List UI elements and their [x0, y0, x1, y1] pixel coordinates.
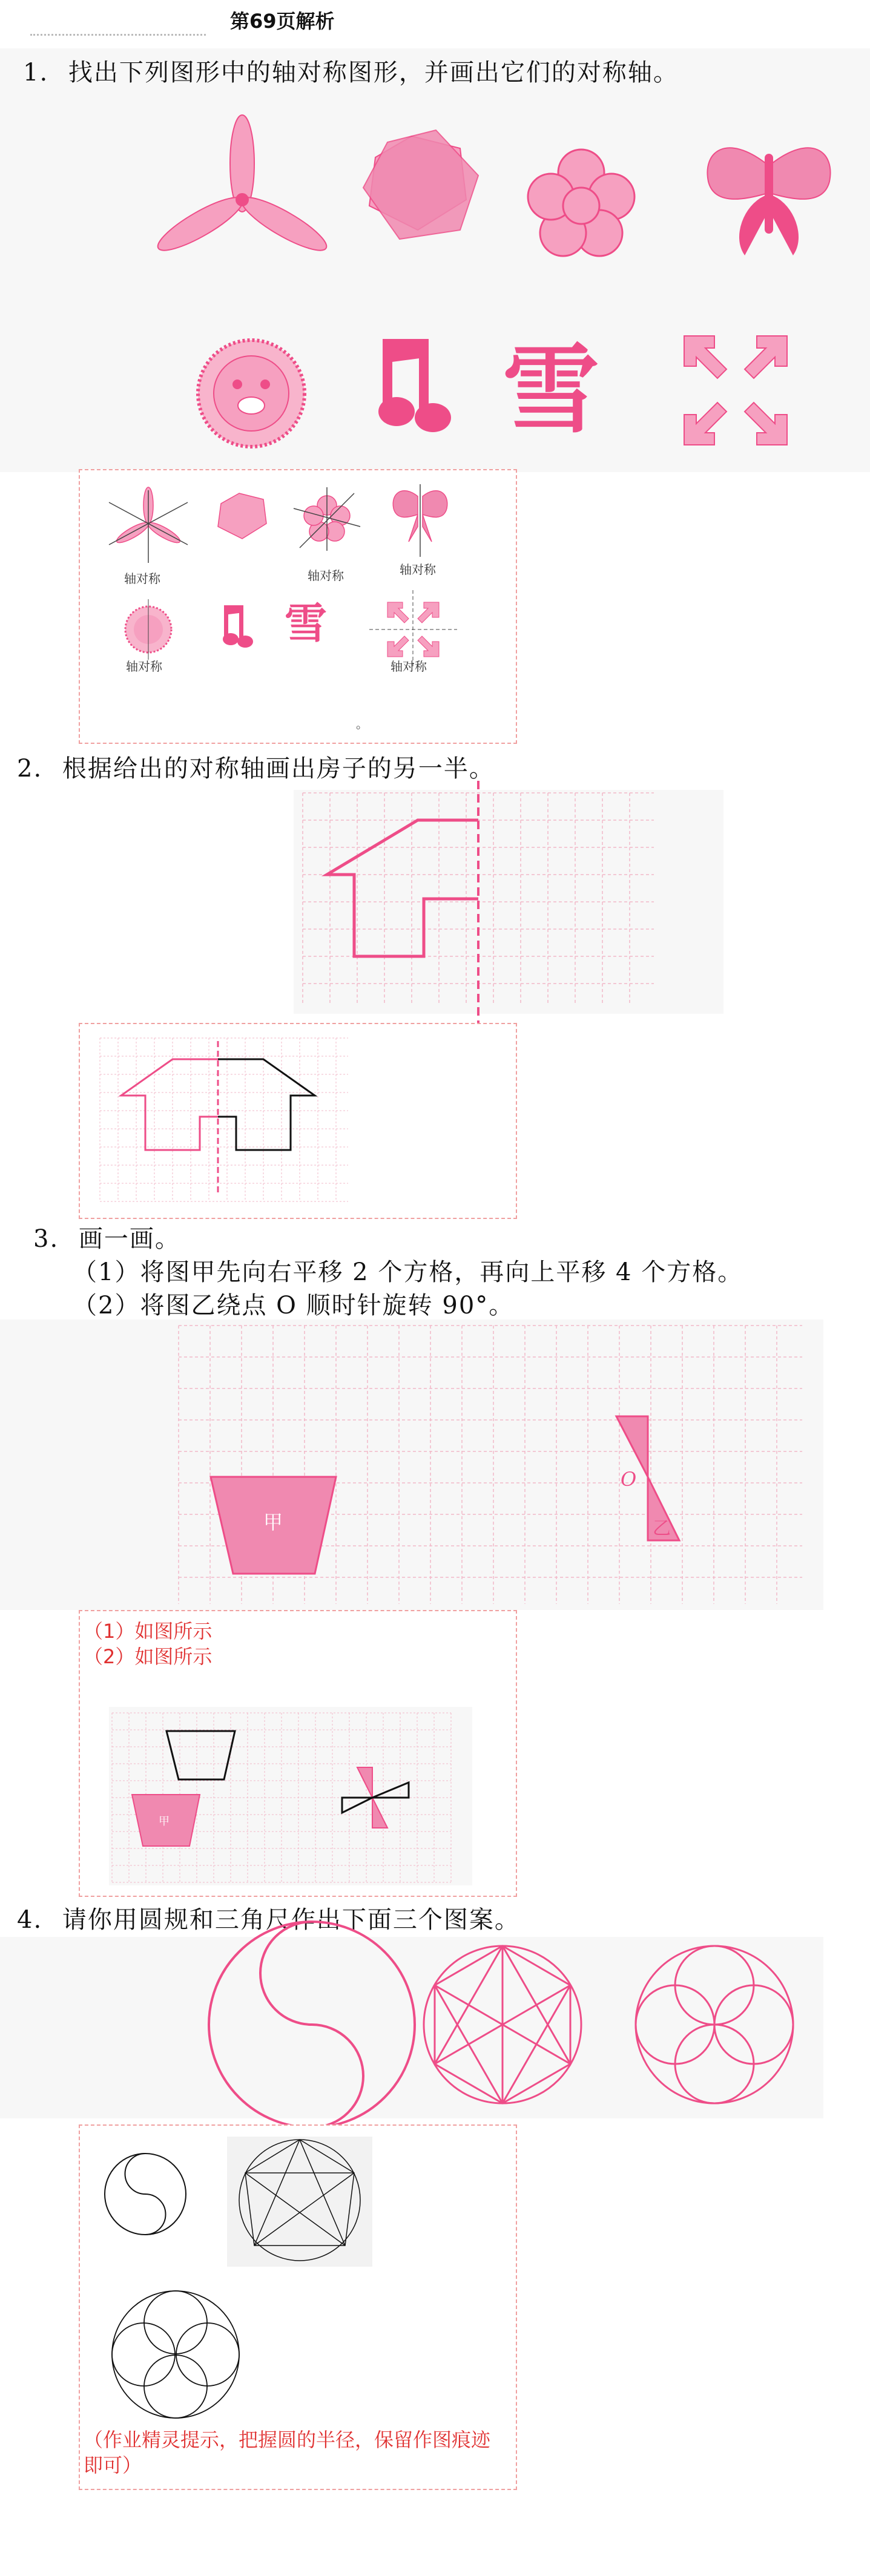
answer-yinyang — [105, 2154, 186, 2235]
q3-answer-line2: （2）如图所示 — [84, 1645, 213, 1668]
q1-answer-note: 。 — [356, 717, 368, 731]
q4-answer-note: （作业精灵提示，把握圆的半径，保留作图痕迹即可） — [84, 2428, 491, 2477]
answer-snow-character: 雪 — [285, 599, 327, 648]
caption-lion: 轴对称 — [126, 659, 162, 674]
q3-number: 3. — [33, 1225, 59, 1253]
caption-butterfly: 轴对称 — [400, 562, 436, 577]
q4-number: 4. — [17, 1906, 43, 1934]
q3-answer-line1: （1）如图所示 — [84, 1620, 213, 1643]
answer-four-circles — [112, 2291, 239, 2418]
label-yi: 乙 — [653, 1518, 671, 1539]
q2-number: 2. — [17, 755, 43, 783]
q3-sub1: （1）将图甲先向右平移 2 个方格，再向上平移 4 个方格。 — [73, 1258, 743, 1286]
page-title: 第69页解析 — [230, 10, 335, 33]
label-o: O — [621, 1468, 637, 1491]
q4-text: 请你用圆规和三角尺作出下面三个图案。 — [62, 1906, 520, 1934]
q2-text: 根据给出的对称轴画出房子的另一半。 — [62, 755, 495, 783]
q1-number: 1. — [23, 59, 49, 87]
q3-sub2: （2）将图乙绕点 O 顺时针旋转 90°。 — [73, 1292, 515, 1319]
q1-text: 找出下列图形中的轴对称图形，并画出它们的对称轴。 — [68, 59, 679, 87]
q3-text: 画一画。 — [78, 1225, 180, 1253]
label-jia: 甲 — [263, 1511, 283, 1534]
snow-character: 雪 — [503, 334, 600, 447]
caption-arrows: 轴对称 — [391, 659, 427, 674]
caption-propeller: 轴对称 — [124, 571, 160, 586]
caption-plum: 轴对称 — [308, 568, 344, 583]
answer-label-jia: 甲 — [159, 1815, 170, 1828]
